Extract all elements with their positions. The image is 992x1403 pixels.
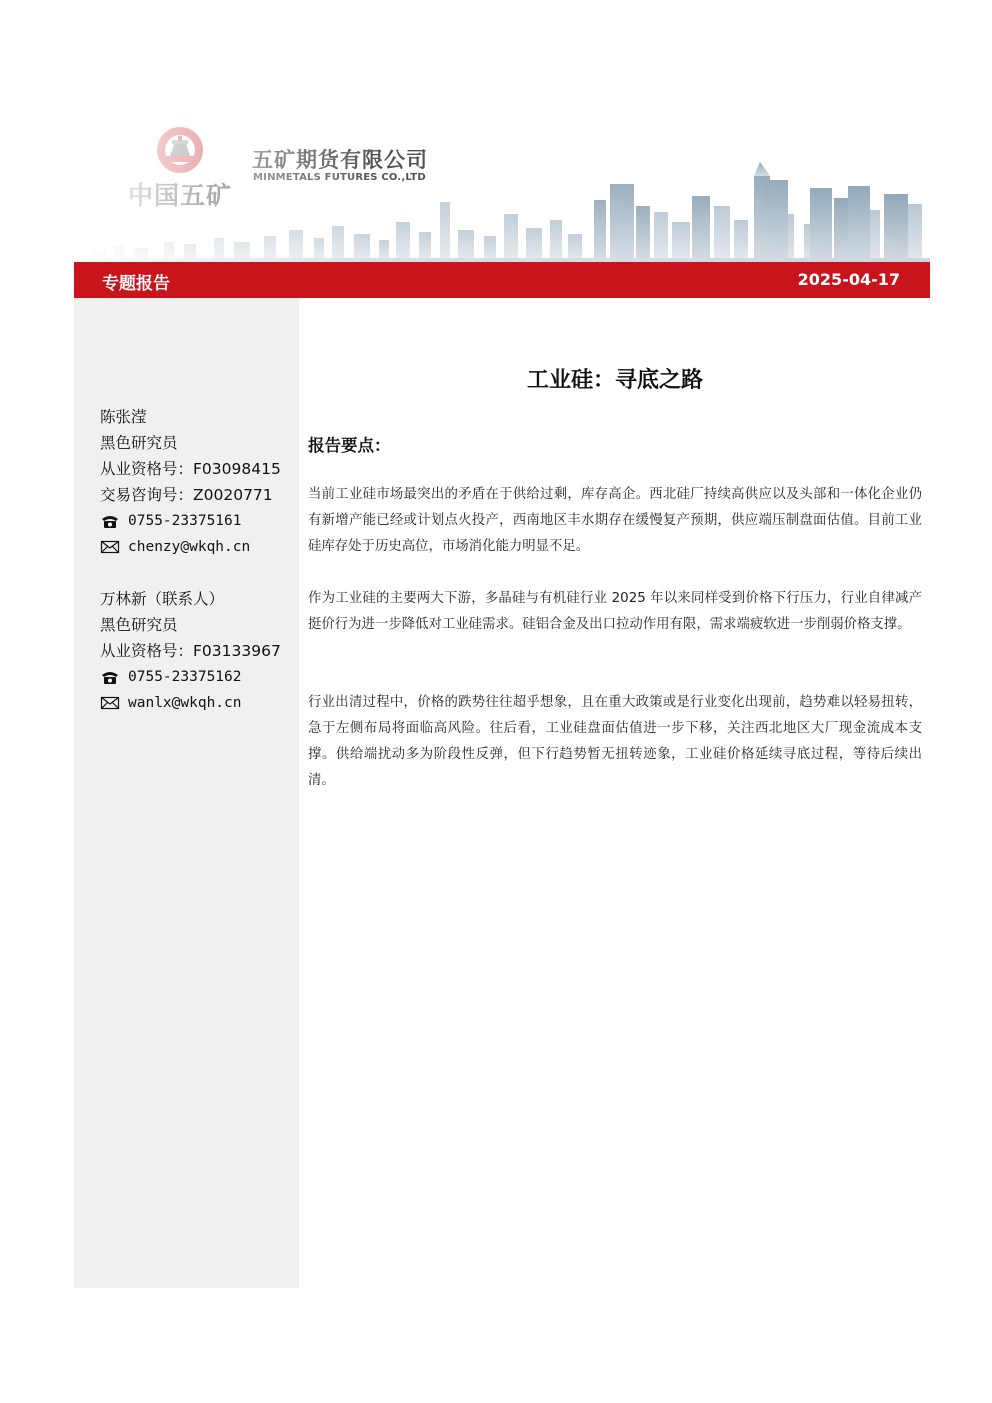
- author-role: 黑色研究员: [100, 434, 178, 452]
- author-card: [100, 404, 281, 560]
- author-qualification: 从业资格号：F03098415: [100, 460, 281, 478]
- key-point-paragraph: 行业出清过程中，价格的跌势往往超乎想象，且在重大政策或是行业变化出现前，趋势难以轻易扭转，急于左侧布局将面临高风险。往后看，工业硅盘面估值进一步下移，关注西北地区大厂现金流成本支撑。供给端扰动多为阶段性反弹，但下行趋势暂无扭转迹象，工业硅价格延续寻底过程，等待后续出清。: [308, 695, 922, 788]
- author-card: [100, 586, 281, 716]
- phone-icon: [100, 513, 120, 529]
- key-point-paragraph: 当前工业硅市场最突出的矛盾在于供给过剩，库存高企。西北硅厂持续高供应以及头部和一体化企业仍有新增产能已经或计划点火投产，西南地区丰水期存在缓慢复产预期，供应端压制盘面估值。目前工业硅库存处于历史高位，市场消化能力明显不足。: [308, 487, 922, 554]
- author-role: 黑色研究员: [100, 616, 178, 634]
- report-type-bar: [74, 262, 930, 298]
- envelope-icon: [100, 695, 120, 711]
- report-type-label: 专题报告: [102, 274, 170, 294]
- key-points-heading: 报告要点：: [308, 436, 391, 455]
- author-consulting-number: 交易咨询号：Z0020771: [100, 486, 273, 504]
- author-email[interactable]: chenzy@wkqh.cn: [128, 539, 251, 555]
- report-date: 2025-04-17: [797, 270, 900, 289]
- city-skyline-image: [74, 110, 930, 262]
- author-email[interactable]: wanlx@wkqh.cn: [128, 695, 242, 711]
- author-qualification: 从业资格号：F03133967: [100, 642, 281, 660]
- phone-icon: [100, 669, 120, 685]
- report-title: 工业硅：寻底之路: [526, 368, 703, 393]
- author-name: 万林新（联系人）: [100, 590, 225, 608]
- envelope-icon: [100, 539, 120, 555]
- key-point-paragraph: 作为工业硅的主要两大下游，多晶硅与有机硅行业 2025 年以来同样受到价格下行压力，行业自律减产挺价行为进一步降低对工业硅需求。硅铝合金及出口拉动作用有限，需求端疲软进一步削弱价格支撑。: [308, 591, 922, 632]
- author-phone: 0755-23375162: [128, 669, 242, 685]
- report-header: [0, 0, 992, 262]
- author-phone: 0755-23375161: [128, 513, 242, 529]
- author-name: 陈张滢: [100, 408, 147, 426]
